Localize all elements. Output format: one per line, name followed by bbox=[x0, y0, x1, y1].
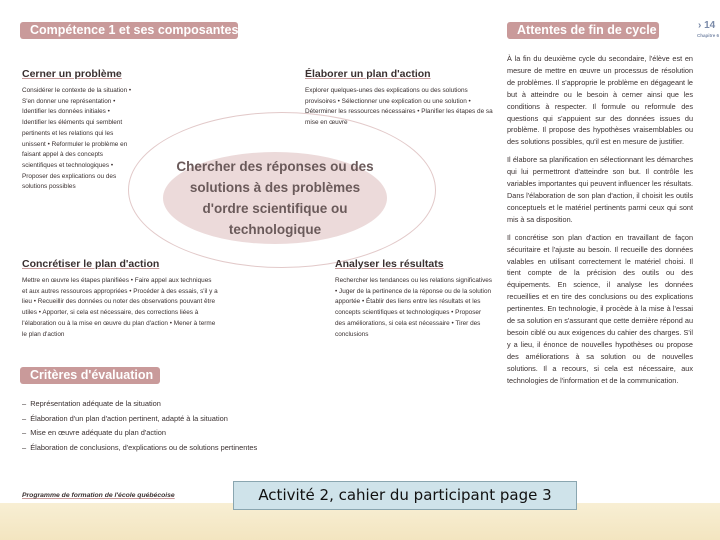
criteria-banner: Critères d'évaluation bbox=[20, 367, 160, 384]
activity-caption: Activité 2, cahier du participant page 3 bbox=[233, 481, 577, 510]
criteria-item: – Élaboration d'un plan d'action pertinent, adapté à la situation bbox=[22, 414, 312, 429]
criteria-item: – Représentation adéquate de la situation bbox=[22, 399, 312, 414]
analyser-text: Rechercher les tendances ou les relations significatives • Juger de la pertinence de la réponse ou de la solution apportée • Établir des liens entre les résultats et les concepts scientifiques et technologiques • Proposer des améliorations, si cela est nécessaire • Tirer des conclusions bbox=[335, 277, 493, 338]
criteria-item: – Mise en œuvre adéquate du plan d'action bbox=[22, 428, 312, 443]
expectations-paragraph: Il élabore sa planification en sélectionnant les démarches qui lui permettront d'atteindre son but. Il contrôle les variables importantes qui peuvent influencer les résultats. Dans l'élaboration de son plan d'action, il choisit les outils conceptuels et le matériel pertinents parmi ceux qui sont mis à sa disposition. bbox=[507, 155, 693, 224]
elaborer-text: Explorer quelques-unes des explications ou des solutions provisoires • Sélectionner une explication ou une solution • Déterminer les ressources nécessaires • Planifier les étapes de sa mise en œuvre bbox=[305, 87, 493, 127]
center-text: Chercher des réponses ou des solutions à des problèmes d'ordre scientifique ou technologique bbox=[176, 159, 374, 237]
expectations-column bbox=[507, 53, 693, 392]
cerner-title: Cerner un problème bbox=[22, 68, 122, 80]
center-badge bbox=[163, 152, 387, 244]
chapter-label: Chapitre 6 bbox=[697, 33, 720, 38]
concretiser-text: Mettre en œuvre les étapes planifiées • Faire appel aux techniques et aux autres ressources appropriées • Procéder à des essais, s'il y a lieu • Recueillir des données ou noter des observations pouvant être utiles • Apporter, si cela est nécessaire, des corrections liées à l'élaboration ou à la mise en œuvre du plan d'action • Mener à terme le plan d'action bbox=[22, 277, 218, 338]
page-number: › 14 bbox=[698, 20, 716, 31]
program-footer: Programme de formation de l'école québécoise bbox=[22, 492, 175, 499]
expectations-banner: Attentes de fin de cycle bbox=[507, 22, 659, 39]
elaborer-title: Élaborer un plan d'action bbox=[305, 68, 431, 80]
expectations-paragraph: À la fin du deuxième cycle du secondaire, l'élève est en mesure de mettre en œuvre un processus de résolution de problèmes. Il s'approprie le problème en dégageant le but à atteindre ou le besoin à cerner ainsi que les conditions à respecter. Il formule ou reformule des questions qui s'appuient sur des données issues du problème. Il propose des hypothèses vraisemblables ou des solutions possibles, qu'il est en mesure de justifier. bbox=[507, 54, 693, 147]
concretiser-title: Concrétiser le plan d'action bbox=[22, 258, 160, 270]
criteria-item: – Élaboration de conclusions, d'explications ou de solutions pertinentes bbox=[22, 443, 312, 458]
criteria-list bbox=[22, 399, 312, 457]
analyser-title: Analyser les résultats bbox=[335, 258, 444, 270]
competence-banner: Compétence 1 et ses composantes bbox=[20, 22, 238, 39]
cerner-text: Considérer le contexte de la situation • S'en donner une représentation • Identifier les données initiales • Identifier les éléments qui semblent pertinents et les relations qui les unissent • Reformuler le problème en faisant appel à des concepts scientifiques et technologiques • Proposer des explications ou des solutions possibles bbox=[22, 87, 132, 191]
expectations-paragraph: Il concrétise son plan d'action en travaillant de façon sécuritaire et l'ajuste au besoin. Il recueille des données valables en utilisant correctement le matériel choisi. Il tient compte de la précision des outils ou des équipements. En science, il analyse les données recueillies et en tire des conclusions ou des explications pertinentes. En technologie, il procède à la mise à l'essai de sa solution en s'assurant que cette dernière répond au besoin ciblé ou aux exigences du cahier des charges. S'il y a lieu, il énonce de nouvelles hypothèses ou propose des améliorations à sa solution ou de nouvelles solutions. Il a recours, si cela est nécessaire, aux technologies de l'information et de la communication. bbox=[507, 232, 693, 385]
